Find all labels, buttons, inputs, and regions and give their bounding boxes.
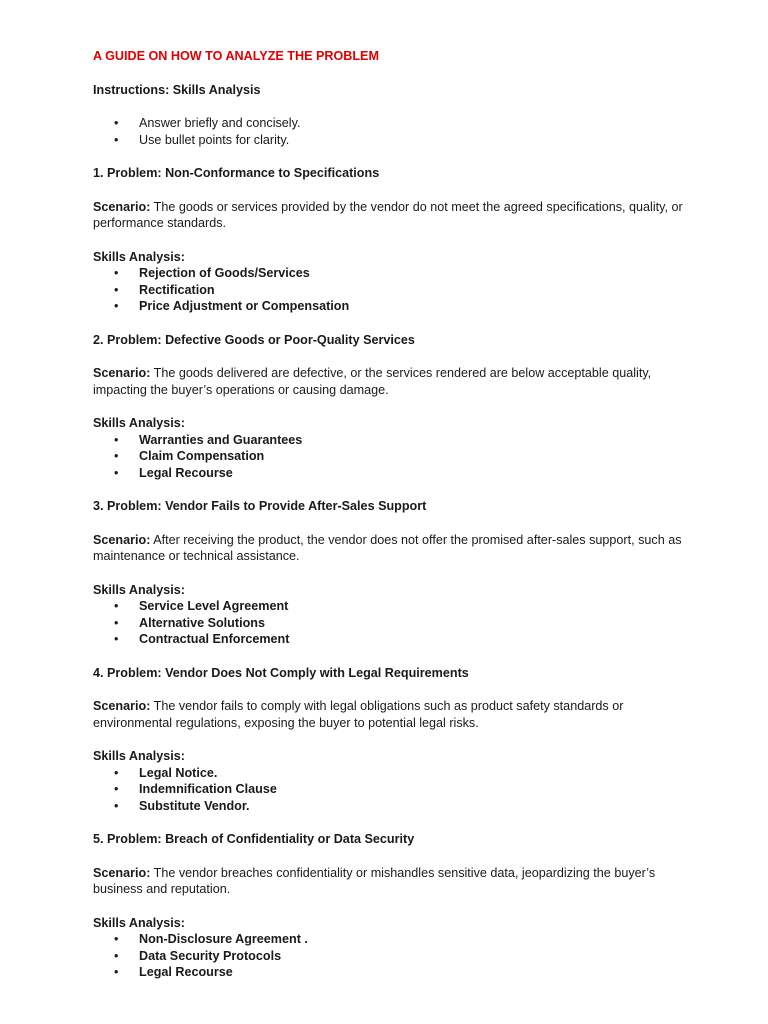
problem-section-1 [93, 165, 693, 315]
list-item: • Rejection of Goods/Services [93, 265, 693, 282]
scenario-paragraph [93, 365, 693, 398]
problem-title: 4. Problem: Vendor Does Not Comply with Legal Requirements [93, 665, 469, 680]
list-item: • Alternative Solutions [93, 615, 693, 632]
scenario-label: Scenario: [93, 199, 151, 214]
problem-section-4 [93, 665, 693, 815]
skills-label: Skills Analysis: [93, 249, 185, 264]
skills-list [93, 765, 693, 815]
skills-label: Skills Analysis: [93, 749, 185, 763]
instructions-list [93, 115, 693, 148]
list-item: • Data Security Protocols [93, 948, 693, 965]
scenario-label: Scenario: [93, 699, 151, 713]
scenario-paragraph [93, 865, 693, 898]
skills-list [93, 598, 693, 648]
problem-section-2 [93, 332, 693, 482]
list-item: • Indemnification Clause [93, 781, 693, 798]
scenario-label: Scenario: [93, 532, 151, 547]
skills-label: Skills Analysis: [93, 582, 185, 597]
problem-title: 1. Problem: Non-Conformance to Specifications [93, 166, 380, 180]
scenario-text: The goods delivered are defective, or the services rendered are below acceptable quality, impacting the buyer’s operations or causing damage. [93, 366, 652, 397]
list-item: • Price Adjustment or Compensation [93, 298, 693, 315]
skills-label: Skills Analysis: [93, 915, 185, 930]
skills-label: Skills Analysis: [93, 416, 185, 430]
list-item: • Legal Notice. [93, 765, 693, 782]
list-item: • Non-Disclosure Agreement . [93, 931, 693, 948]
scenario-label: Scenario: [93, 366, 151, 380]
list-item: • Legal Recourse [93, 964, 693, 981]
list-item: • Substitute Vendor. [93, 798, 693, 815]
scenario-paragraph [93, 532, 693, 565]
list-item: • Rectification [93, 282, 693, 299]
list-item: • Contractual Enforcement [93, 631, 693, 648]
scenario-paragraph [93, 199, 693, 232]
scenario-paragraph [93, 698, 693, 731]
problem-section-3 [93, 498, 693, 648]
scenario-text: After receiving the product, the vendor does not offer the promised after-sales support, such as maintenance or technical assistance. [93, 532, 682, 563]
list-item: • Warranties and Guarantees [93, 432, 693, 449]
document-title: A GUIDE ON HOW TO ANALYZE THE PROBLEM [93, 49, 379, 63]
scenario-text: The vendor fails to comply with legal obligations such as product safety standards or environmental regulations, exposing the buyer to potential legal risks. [93, 699, 624, 730]
list-item: • Use bullet points for clarity. [93, 132, 693, 149]
scenario-text: The vendor breaches confidentiality or mishandles sensitive data, jeopardizing the buyer’s business and reputation. [93, 865, 656, 896]
scenario-label: Scenario: [93, 865, 151, 880]
list-item: • Claim Compensation [93, 448, 693, 465]
scenario-text: The goods or services provided by the vendor do not meet the agreed specifications, quality, or performance standards. [93, 199, 683, 230]
list-item: • Answer briefly and concisely. [93, 115, 693, 132]
document-page [93, 48, 693, 981]
list-item: • Service Level Agreement [93, 598, 693, 615]
skills-list [93, 931, 693, 981]
skills-list [93, 265, 693, 315]
list-item: • Legal Recourse [93, 465, 693, 482]
problem-title: 5. Problem: Breach of Confidentiality or Data Security [93, 832, 415, 846]
problem-section-5 [93, 831, 693, 981]
problem-title: 3. Problem: Vendor Fails to Provide After-Sales Support [93, 499, 427, 513]
skills-list [93, 432, 693, 482]
instructions-heading: Instructions: Skills Analysis [93, 82, 261, 97]
problem-title: 2. Problem: Defective Goods or Poor-Quality Services [93, 332, 415, 347]
